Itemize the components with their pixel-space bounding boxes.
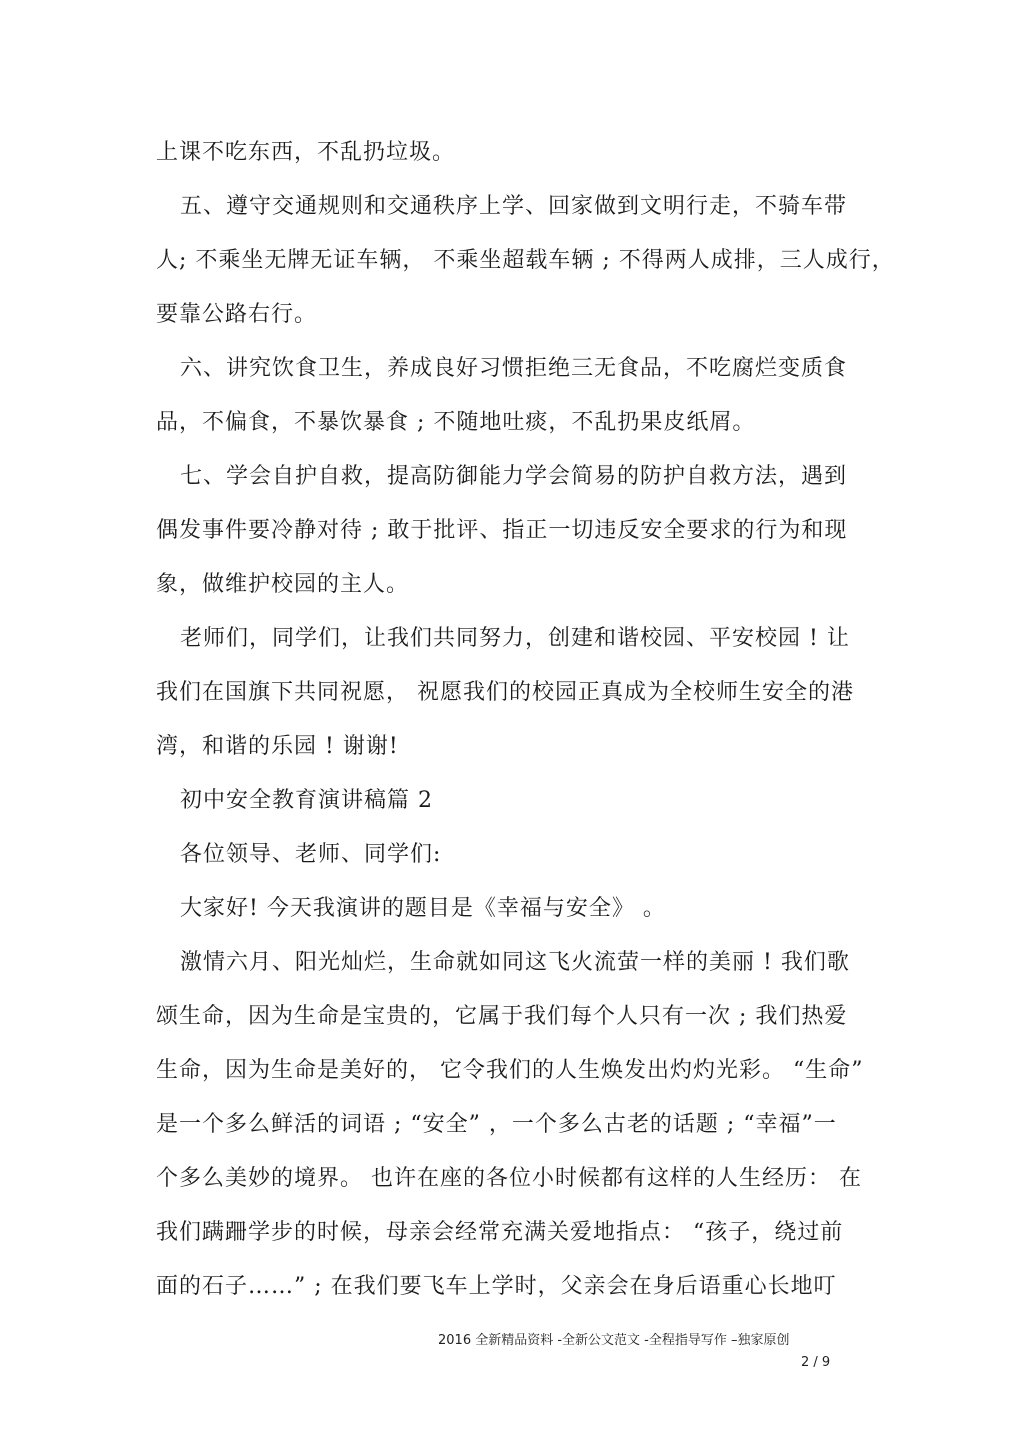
text-line: 上课不吃东西，不乱扔垃圾。	[156, 140, 456, 165]
text-line: 初中安全教育演讲稿篇 2	[180, 788, 433, 813]
page-indicator: 2 / 9	[801, 1355, 831, 1370]
text-line: 各位领导、老师、同学们:	[180, 842, 442, 867]
text-line: 激情六月、阳光灿烂，生命就如同这飞火流萤一样的美丽 ! 我们歌	[180, 950, 850, 975]
text-line: 人; 不乘坐无牌无证车辆， 不乘坐超载车辆 ; 不得两人成排，三人成行，	[156, 248, 895, 273]
text-line: 要靠公路右行。	[156, 302, 318, 327]
text-line: 我们在国旗下共同祝愿， 祝愿我们的校园正真成为全校师生安全的港	[156, 680, 854, 705]
text-line: 湾，和谐的乐园 ! 谢谢!	[156, 734, 399, 759]
text-line: 我们蹒跚学步的时候，母亲会经常充满关爱地指点： “孩子，绕过前	[156, 1220, 844, 1245]
text-line: 生命，因为生命是美好的， 它令我们的人生焕发出灼灼光彩。 “生命”	[156, 1058, 864, 1083]
text-line: 面的石子……” ; 在我们要飞车上学时，父亲会在身后语重心长地叮	[156, 1274, 837, 1299]
footer-banner: 2016 全新精品资料 -全新公文范文 -全程指导写作 –独家原创	[438, 1333, 790, 1348]
text-line: 象，做维护校园的主人。	[156, 572, 410, 597]
text-line: 六、讲究饮食卫生，养成良好习惯拒绝三无食品，不吃腐烂变质食	[180, 356, 848, 381]
text-line: 七、学会自护自救，提高防御能力学会简易的防护自救方法，遇到	[180, 464, 848, 489]
text-line: 偶发事件要冷静对待 ; 敢于批评、指正一切违反安全要求的行为和现	[156, 518, 848, 543]
text-line: 老师们，同学们，让我们共同努力，创建和谐校园、平安校园 ! 让	[180, 626, 850, 651]
text-line: 个多么美妙的境界。 也许在座的各位小时候都有这样的人生经历： 在	[156, 1166, 862, 1191]
text-line: 五、遵守交通规则和交通秩序上学、回家做到文明行走，不骑车带	[180, 194, 848, 219]
text-line: 是一个多么鲜活的词语 ; “安全” ，一个多么古老的话题 ; “幸福”一	[156, 1112, 837, 1137]
text-line: 颂生命，因为生命是宝贵的，它属于我们每个人只有一次 ; 我们热爱	[156, 1004, 848, 1029]
text-line: 品，不偏食，不暴饮暴食 ; 不随地吐痰，不乱扔果皮纸屑。	[156, 410, 756, 435]
text-line: 大家好! 今天我演讲的题目是《幸福与安全》 。	[180, 896, 666, 921]
